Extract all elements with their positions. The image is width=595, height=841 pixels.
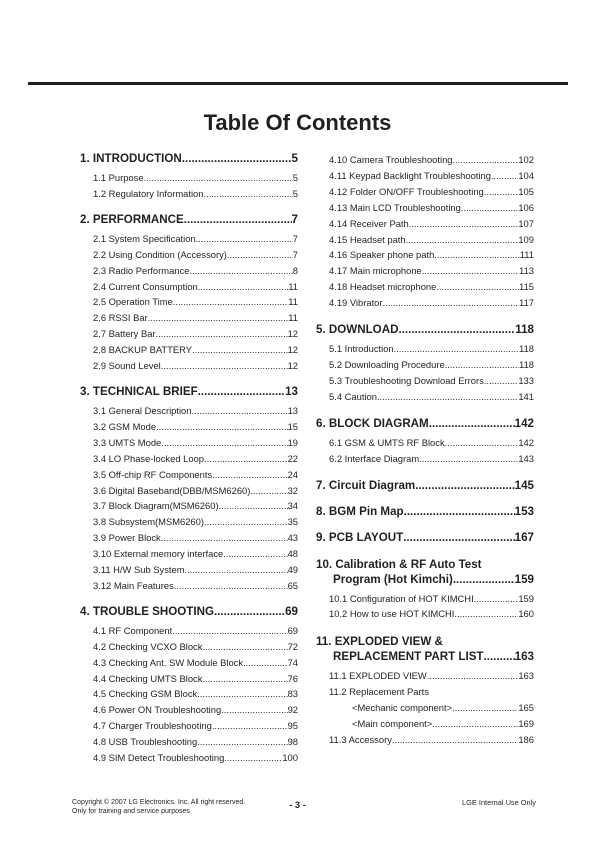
toc-item-title: <Main component> [352, 718, 433, 730]
toc-item[interactable] [316, 200, 534, 216]
toc-item[interactable] [80, 530, 298, 546]
toc-leader-dots [484, 649, 515, 664]
toc-leader-dots [219, 498, 288, 514]
toc-item[interactable] [316, 279, 534, 295]
toc-item[interactable] [80, 451, 298, 467]
toc-leader-dots [202, 671, 287, 687]
toc-section [316, 557, 534, 623]
toc-item-page: 113 [519, 265, 534, 277]
toc-item-page: 95 [287, 720, 298, 732]
toc-item[interactable] [80, 342, 298, 358]
toc-leader-dots [429, 417, 515, 431]
toc-section-title: 4. TROUBLE SHOOTING [80, 604, 214, 618]
toc-section-page: 142 [514, 416, 534, 430]
toc-item[interactable] [316, 435, 534, 451]
toc-section-title: 3. TECHNICAL BRIEF [80, 384, 198, 398]
toc-item-title: 6.2 Interface Diagram [329, 452, 420, 464]
toc-item[interactable] [80, 639, 298, 655]
toc-section [80, 385, 298, 594]
toc-item-title: 5.1 Introduction [329, 343, 394, 355]
toc-item-title: 3.12 Main Features [93, 579, 174, 591]
toc-section-page: 13 [285, 384, 298, 398]
toc-leader-dots [403, 531, 514, 545]
toc-item[interactable] [316, 247, 534, 263]
toc-item-page: 106 [518, 201, 534, 213]
toc-section-heading[interactable] [316, 323, 534, 337]
toc-item[interactable] [80, 498, 298, 514]
toc-item-page: 12 [287, 360, 298, 372]
toc-leader-dots [182, 152, 292, 166]
toc-leader-dots [383, 295, 520, 311]
toc-leader-dots [434, 247, 519, 263]
toc-leader-dots [398, 323, 515, 337]
toc-section [316, 531, 534, 545]
toc-item-title: 11.2 Replacement Parts [329, 686, 429, 698]
toc-section-title: 9. PCB LAYOUT [316, 530, 404, 544]
toc-item-page: 142 [518, 436, 534, 448]
toc-leader-dots [224, 750, 282, 766]
toc-left-column [80, 152, 298, 766]
toc-item-title: 10.2 How to use HOT KIMCHI [329, 608, 455, 620]
toc-section [80, 152, 298, 202]
toc-item-title: 11.3 Accessory [329, 733, 392, 745]
toc-section [80, 213, 298, 374]
toc-item-page: 22 [287, 452, 298, 464]
toc-section [316, 479, 534, 493]
toc-leader-dots [406, 232, 519, 248]
toc-leader-dots [198, 279, 289, 295]
toc-item-page: 118 [519, 343, 534, 355]
toc-item-page: 7 [292, 248, 298, 260]
toc-leader-dots [204, 514, 288, 530]
toc-item-page: 13 [287, 404, 298, 416]
toc-item-page: 15 [287, 420, 298, 432]
toc-item[interactable] [316, 716, 534, 732]
toc-leader-dots [419, 451, 518, 467]
toc-section-heading[interactable] [316, 557, 534, 587]
toc-item-page: 5 [292, 187, 298, 199]
toc-leader-dots [185, 562, 288, 578]
toc-item-page: 104 [518, 169, 534, 181]
toc-item[interactable] [80, 279, 298, 295]
toc-item[interactable] [80, 671, 298, 687]
toc-leader-dots [491, 168, 518, 184]
toc-item-title: 4.8 USB Troubleshooting [93, 736, 198, 748]
toc-item[interactable] [316, 152, 534, 168]
toc-section-heading[interactable] [316, 634, 534, 664]
toc-item[interactable] [316, 732, 534, 748]
toc-leader-dots [484, 184, 519, 200]
toc-section-heading[interactable] [80, 385, 298, 399]
footer-page-number: - 3 - [289, 799, 306, 810]
toc-leader-dots [189, 263, 292, 279]
toc-item[interactable] [316, 606, 534, 622]
toc-item-title: 1.2 Regulatory Information [93, 187, 204, 199]
toc-item-title: 3.7 Block Diagram(MSM6260) [93, 500, 219, 512]
toc-item-list [80, 231, 298, 374]
toc-leader-dots [202, 639, 287, 655]
toc-item-title: 4.3 Checking Ant. SW Module Block [93, 656, 244, 668]
toc-item-page: 109 [518, 233, 534, 245]
toc-section-page: 7 [291, 212, 298, 226]
toc-item-page: 11 [288, 296, 298, 308]
toc-leader-dots [214, 605, 285, 619]
toc-item-page: 169 [518, 718, 534, 730]
toc-section-title-cont: Program (Hot Kimchi) [333, 572, 453, 586]
toc-leader-dots [161, 435, 287, 451]
toc-section-heading[interactable] [316, 417, 534, 431]
toc-item[interactable] [80, 578, 298, 594]
toc-leader-dots [174, 578, 288, 594]
toc-item-title: 1.1 Purpose [93, 172, 144, 183]
toc-section-title-line2 [316, 572, 534, 587]
toc-leader-dots [184, 213, 292, 227]
toc-item[interactable] [80, 170, 298, 186]
toc-leader-dots [452, 700, 518, 716]
toc-leader-dots [404, 505, 515, 519]
toc-item-page: 133 [518, 374, 534, 386]
toc-item[interactable] [80, 718, 298, 734]
toc-item-title: 2.4 Current Consumption [93, 280, 198, 292]
toc-item-list [80, 623, 298, 766]
toc-item-page: 34 [287, 500, 298, 512]
toc-item-title: 3.3 UMTS Mode [93, 436, 162, 448]
toc-section-heading[interactable] [316, 479, 534, 493]
footer-copyright-line2: Only for training and service purposes [72, 808, 190, 815]
toc-section-heading[interactable] [80, 213, 298, 227]
toc-item-title: 4.7 Charger Troubleshooting [93, 720, 212, 732]
toc-leader-dots [415, 479, 514, 493]
toc-item-title: 4.13 Main LCD Troubleshooting [329, 201, 461, 213]
toc-leader-dots [161, 358, 288, 374]
toc-section-heading[interactable] [80, 152, 298, 166]
toc-item-page: 83 [287, 688, 298, 700]
toc-leader-dots [445, 435, 519, 451]
toc-section-page: 167 [514, 530, 534, 544]
toc-leader-dots [432, 716, 518, 732]
toc-item-title: 4.16 Speaker phone path [329, 249, 435, 261]
toc-item[interactable] [80, 750, 298, 766]
toc-item-page: 24 [287, 468, 298, 480]
toc-section-title: 8. BGM Pin Map [316, 504, 404, 518]
toc-section-title: 11. EXPLODED VIEW & [316, 635, 443, 649]
toc-item[interactable] [316, 451, 534, 467]
toc-section [80, 605, 298, 766]
toc-item[interactable] [316, 668, 534, 684]
toc-item[interactable] [80, 467, 298, 483]
toc-item[interactable] [80, 231, 298, 247]
toc-leader-dots [454, 606, 518, 622]
toc-item-page: 11 [288, 280, 298, 292]
toc-item[interactable] [316, 591, 534, 607]
toc-item-title: 3.9 Power Block [93, 532, 161, 544]
toc-item-title: 3.8 Subsystem(MSM6260) [93, 516, 204, 528]
toc-leader-dots [223, 546, 287, 562]
toc-leader-dots [144, 170, 293, 186]
toc-section-title: 7. Circuit Diagram [316, 478, 416, 492]
toc-leader-dots [192, 403, 288, 419]
toc-item-title: 2.5 Operation Time [93, 296, 173, 308]
toc-leader-dots [484, 373, 519, 389]
toc-item[interactable] [80, 358, 298, 374]
toc-item-page: 32 [287, 484, 298, 496]
toc-item[interactable] [80, 294, 298, 310]
toc-leader-dots [192, 342, 288, 358]
toc-item-page: 69 [287, 624, 298, 636]
toc-section-page: 69 [285, 604, 298, 618]
toc-leader-dots [250, 483, 287, 499]
toc-item[interactable] [80, 734, 298, 750]
toc-item-page: 7 [292, 232, 298, 244]
toc-item[interactable] [316, 263, 534, 279]
toc-leader-dots [422, 263, 519, 279]
toc-section [316, 323, 534, 405]
toc-item-page: 186 [518, 733, 534, 745]
toc-section-heading[interactable] [80, 605, 298, 619]
toc-item-page: 49 [287, 564, 298, 576]
footer-internal-use: LGE Internal Use Only [462, 798, 536, 807]
toc-item-title: 4.18 Headset microphone [329, 281, 437, 293]
toc-leader-dots [212, 718, 288, 734]
toc-item-title: 3.6 Digital Baseband(DBB/MSM6260) [93, 484, 251, 496]
toc-section-page: 153 [514, 504, 534, 518]
toc-item-title: 4.11 Keypad Backlight Troubleshooting [329, 169, 491, 181]
toc-item-title: 2.6 RSSI Bar [93, 312, 148, 324]
toc-item-title: 4.10 Camera Troubleshooting [329, 154, 453, 165]
toc-leader-dots [197, 734, 287, 750]
toc-section [316, 634, 534, 748]
toc-section-page: 163 [514, 650, 534, 664]
toc-leader-dots [172, 623, 287, 639]
toc-section-page: 118 [515, 323, 534, 337]
toc-item[interactable] [80, 435, 298, 451]
toc-section-title: 1. INTRODUCTION [80, 152, 182, 165]
toc-item-page: 117 [519, 297, 534, 309]
toc-item-page: 48 [287, 548, 298, 560]
toc-item[interactable] [316, 216, 534, 232]
header-rule [28, 82, 568, 85]
toc-item-title: 3.2 GSM Mode [93, 420, 157, 432]
toc-item-page: 12 [287, 328, 298, 340]
toc-item-title: 11.1 EXPLODED VIEW [329, 670, 427, 682]
toc-section [316, 417, 534, 467]
toc-item-title: <Mechanic component> [352, 702, 453, 714]
toc-item-page: 160 [518, 608, 534, 620]
toc-item-title: 3.5 Off-chip RF Components [93, 468, 213, 480]
toc-item[interactable] [80, 247, 298, 263]
toc-item[interactable] [80, 263, 298, 279]
toc-leader-dots [212, 467, 287, 483]
toc-leader-dots [474, 591, 519, 607]
toc-leader-dots [156, 419, 288, 435]
toc-item-title: 4.19 Vibrator [329, 297, 383, 309]
toc-item-title: 5.4 Caution [329, 390, 377, 402]
toc-item-title: 2.2 Using Condition (Accessory) [93, 248, 227, 260]
toc-item-title: 4.2 Checking VCXO Block [93, 640, 203, 652]
toc-item-title: 5.3 Troubleshooting Download Errors [329, 374, 484, 386]
toc-item-list [316, 435, 534, 467]
toc-section-title: 2. PERFORMANCE [80, 212, 184, 226]
toc-item[interactable] [80, 702, 298, 718]
toc-section-heading[interactable] [316, 505, 534, 519]
toc-leader-dots [161, 530, 288, 546]
toc-item[interactable] [80, 686, 298, 702]
footer-copyright-line1: Copyright © 2007 LG Electronics. Inc. All right reserved. [72, 799, 246, 806]
toc-item-title: 4.1 RF Component [93, 624, 173, 636]
toc-item-page: 43 [287, 532, 298, 544]
toc-item[interactable] [316, 341, 534, 357]
toc-item[interactable] [80, 514, 298, 530]
toc-item-page: 8 [292, 264, 298, 276]
toc-section-title-cont: REPLACEMENT PART LIST [333, 650, 484, 664]
toc-leader-dots [461, 200, 518, 216]
toc-item-page: 92 [287, 704, 298, 716]
toc-item-page: 105 [518, 185, 534, 197]
toc-item-page: 111 [519, 249, 534, 261]
toc-item-title: 5.2 Downloading Procedure [329, 358, 445, 370]
toc-item-title: 4.14 Receiver Path [329, 217, 409, 229]
toc-item[interactable] [80, 655, 298, 671]
toc-leader-dots [436, 279, 519, 295]
toc-item-title: 3.4 LO Phase-locked Loop [93, 452, 205, 464]
toc-leader-dots [392, 732, 518, 748]
toc-leader-dots [197, 686, 287, 702]
toc-item-list [316, 668, 534, 748]
toc-item-list [80, 170, 298, 202]
toc-leader-dots [453, 152, 519, 168]
toc-section-title-line2 [316, 649, 534, 664]
toc-item-title: 2.7 Battery Bar [93, 328, 156, 340]
toc-item-page: 100 [282, 752, 298, 764]
toc-item-page: 11 [288, 312, 298, 324]
toc-item-title: 2.3 Radio Performance [93, 264, 190, 276]
toc-section-title: 6. BLOCK DIAGRAM [316, 416, 429, 430]
toc-section [316, 505, 534, 519]
toc-item-title: 2.8 BACKUP BATTERY [93, 344, 192, 356]
toc-item-title: 10.1 Configuration of HOT KIMCHI [329, 592, 474, 604]
toc-item-page: 115 [519, 281, 534, 293]
toc-item[interactable] [316, 373, 534, 389]
toc-leader-dots [453, 572, 515, 587]
toc-item[interactable] [80, 186, 298, 202]
toc-item[interactable] [80, 483, 298, 499]
toc-item-page: 98 [287, 736, 298, 748]
page-title: Table Of Contents [203, 110, 392, 135]
toc-item[interactable] [80, 623, 298, 639]
toc-right-column [316, 152, 534, 748]
toc-item[interactable] [316, 700, 534, 716]
toc-item-title: 2.9 Sound Level [93, 360, 161, 372]
toc-item-page: 118 [519, 358, 534, 370]
toc-item[interactable] [316, 168, 534, 184]
toc-leader-dots [156, 326, 288, 342]
toc-item-page: 107 [518, 217, 534, 229]
toc-item-page: 141 [518, 390, 534, 402]
toc-item[interactable] [80, 562, 298, 578]
toc-section-page: 5 [291, 152, 298, 165]
toc-item-title: 2.1 System Specification [93, 232, 196, 244]
toc-leader-dots [203, 186, 292, 202]
toc-item-title: 4.4 Checking UMTS Block [93, 672, 203, 684]
toc-section-page: 159 [514, 572, 534, 586]
toc-leader-dots [221, 702, 287, 718]
toc-item[interactable] [316, 232, 534, 248]
toc-item-title: 6.1 GSM & UMTS RF Block [329, 436, 445, 448]
toc-item[interactable] [80, 310, 298, 326]
toc-section-title: 10. Calibration & RF Auto Test [316, 557, 482, 571]
toc-item-title: 4.15 Headset path [329, 233, 406, 245]
toc-item-list [316, 591, 534, 623]
toc-item[interactable] [316, 357, 534, 373]
toc-item-title: 3.10 External memory interface [93, 548, 224, 560]
toc-item-title: 3.1 General Description [93, 404, 192, 416]
toc-item-title: 3.11 H/W Sub System [93, 564, 185, 576]
toc-leader-dots [427, 668, 519, 684]
toc-leader-dots [243, 655, 287, 671]
toc-item-page: 74 [287, 656, 298, 668]
toc-leader-dots [409, 216, 519, 232]
toc-item-page: 76 [287, 672, 298, 684]
toc-item[interactable] [80, 546, 298, 562]
toc-item[interactable] [80, 326, 298, 342]
toc-leader-dots [173, 294, 289, 310]
toc-item-title: 4.17 Main microphone [329, 265, 422, 277]
toc-item-page: 12 [287, 344, 298, 356]
toc-item-page: 102 [518, 154, 534, 165]
toc-item-list [80, 403, 298, 594]
toc-item-list [316, 341, 534, 405]
toc-item[interactable] [316, 684, 534, 700]
toc-item-title: 4.9 SIM Detect Troubleshooting [93, 752, 225, 764]
toc-item-page: 143 [518, 452, 534, 464]
toc-item[interactable] [80, 403, 298, 419]
toc-item[interactable] [316, 184, 534, 200]
toc-section-title: 5. DOWNLOAD [316, 323, 399, 337]
toc-item[interactable] [316, 295, 534, 311]
toc-item-page: 165 [518, 702, 534, 714]
toc-item-title: 4.5 Checking GSM Block [93, 688, 198, 700]
toc-item-page: 65 [287, 579, 298, 591]
toc-item-title: 4.12 Folder ON/OFF Troubleshooting [329, 185, 484, 197]
toc-item-page: 163 [518, 670, 534, 682]
toc-continued-list [316, 152, 534, 311]
toc-leader-dots [227, 247, 293, 263]
toc-item[interactable] [80, 419, 298, 435]
toc-leader-dots [394, 341, 519, 357]
toc-item-title: 4.6 Power ON Troubleshooting [93, 704, 222, 716]
toc-leader-dots [204, 451, 288, 467]
toc-item-page: 5 [292, 172, 298, 183]
toc-item-page: 35 [287, 516, 298, 528]
toc-item-page: 19 [287, 436, 298, 448]
toc-item-page: 159 [518, 592, 534, 604]
toc-item[interactable] [316, 389, 534, 405]
toc-section-heading[interactable] [316, 531, 534, 545]
toc-leader-dots [196, 231, 293, 247]
toc-leader-dots [148, 310, 289, 326]
toc-leader-dots [445, 357, 519, 373]
toc-leader-dots [377, 389, 518, 405]
toc-item-page: 72 [287, 640, 298, 652]
toc-section-page: 145 [514, 478, 534, 492]
toc-leader-dots [198, 385, 285, 399]
